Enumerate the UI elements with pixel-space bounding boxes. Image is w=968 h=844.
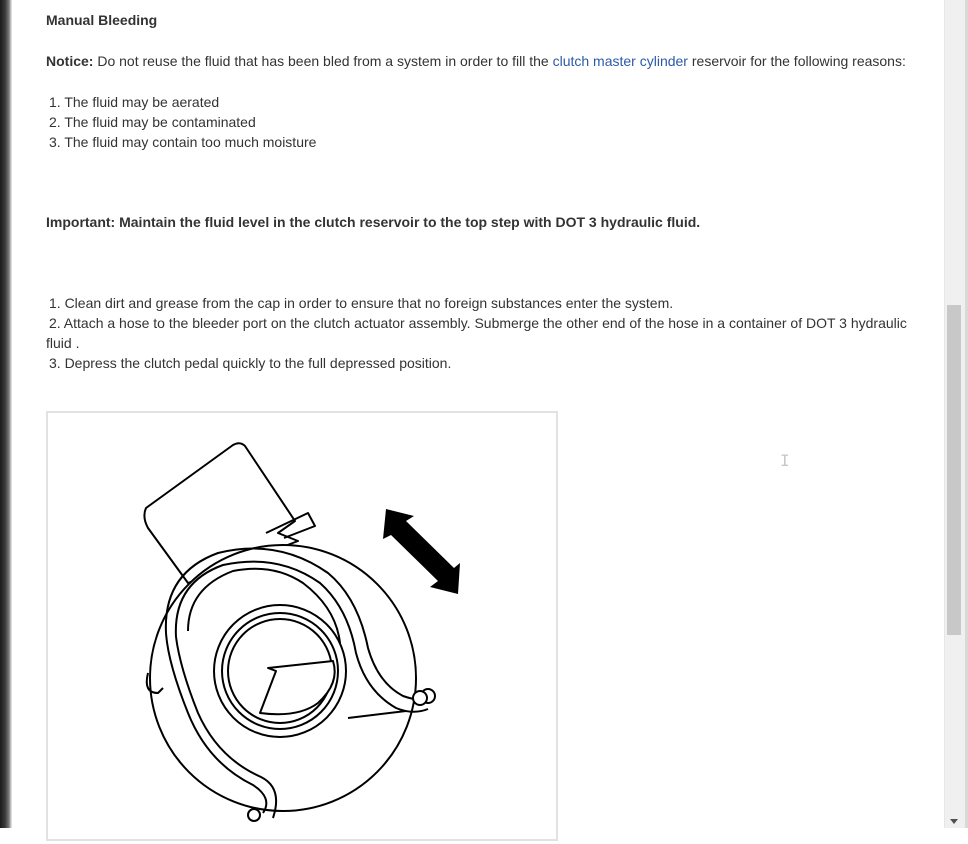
reason-item: 1. The fluid may be aerated [49, 94, 220, 110]
chevron-down-icon[interactable] [950, 819, 958, 824]
notice-paragraph [46, 51, 906, 71]
clutch-actuator-drawing [48, 413, 556, 839]
reason-item: 3. The fluid may contain too much moisture [49, 134, 317, 150]
text-cursor-icon: I [780, 451, 790, 470]
step-item: 1. Clean dirt and grease from the cap in order to ensure that no foreign substances enter the system. [49, 295, 674, 311]
clutch-master-cylinder-link[interactable]: clutch master cylinder [552, 53, 688, 69]
notice-text-before: Do not reuse the fluid that has been bled from a system in order to fill the [93, 53, 553, 69]
important-note: Important: Maintain the fluid level in the clutch reservoir to the top step with DOT 3 hydraulic fluid. [46, 214, 701, 230]
notice-label: Notice: [46, 53, 94, 69]
window-left-edge [0, 0, 12, 828]
notice-text-after: reservoir for the following reasons: [687, 53, 906, 69]
step-item: 2. Attach a hose to the bleeder port on the clutch actuator assembly. Submerge the other end of the hose in a container of DOT 3 hydraulic fluid . [46, 315, 907, 351]
reason-item: 2. The fluid may be contaminated [49, 114, 256, 130]
section-title: Manual Bleeding [46, 12, 158, 28]
clutch-actuator-illustration [46, 411, 558, 841]
vertical-scrollbar[interactable] [944, 0, 968, 828]
step-item: 3. Depress the clutch pedal quickly to the full depressed position. [49, 355, 452, 371]
scrollbar-thumb[interactable] [947, 305, 961, 635]
